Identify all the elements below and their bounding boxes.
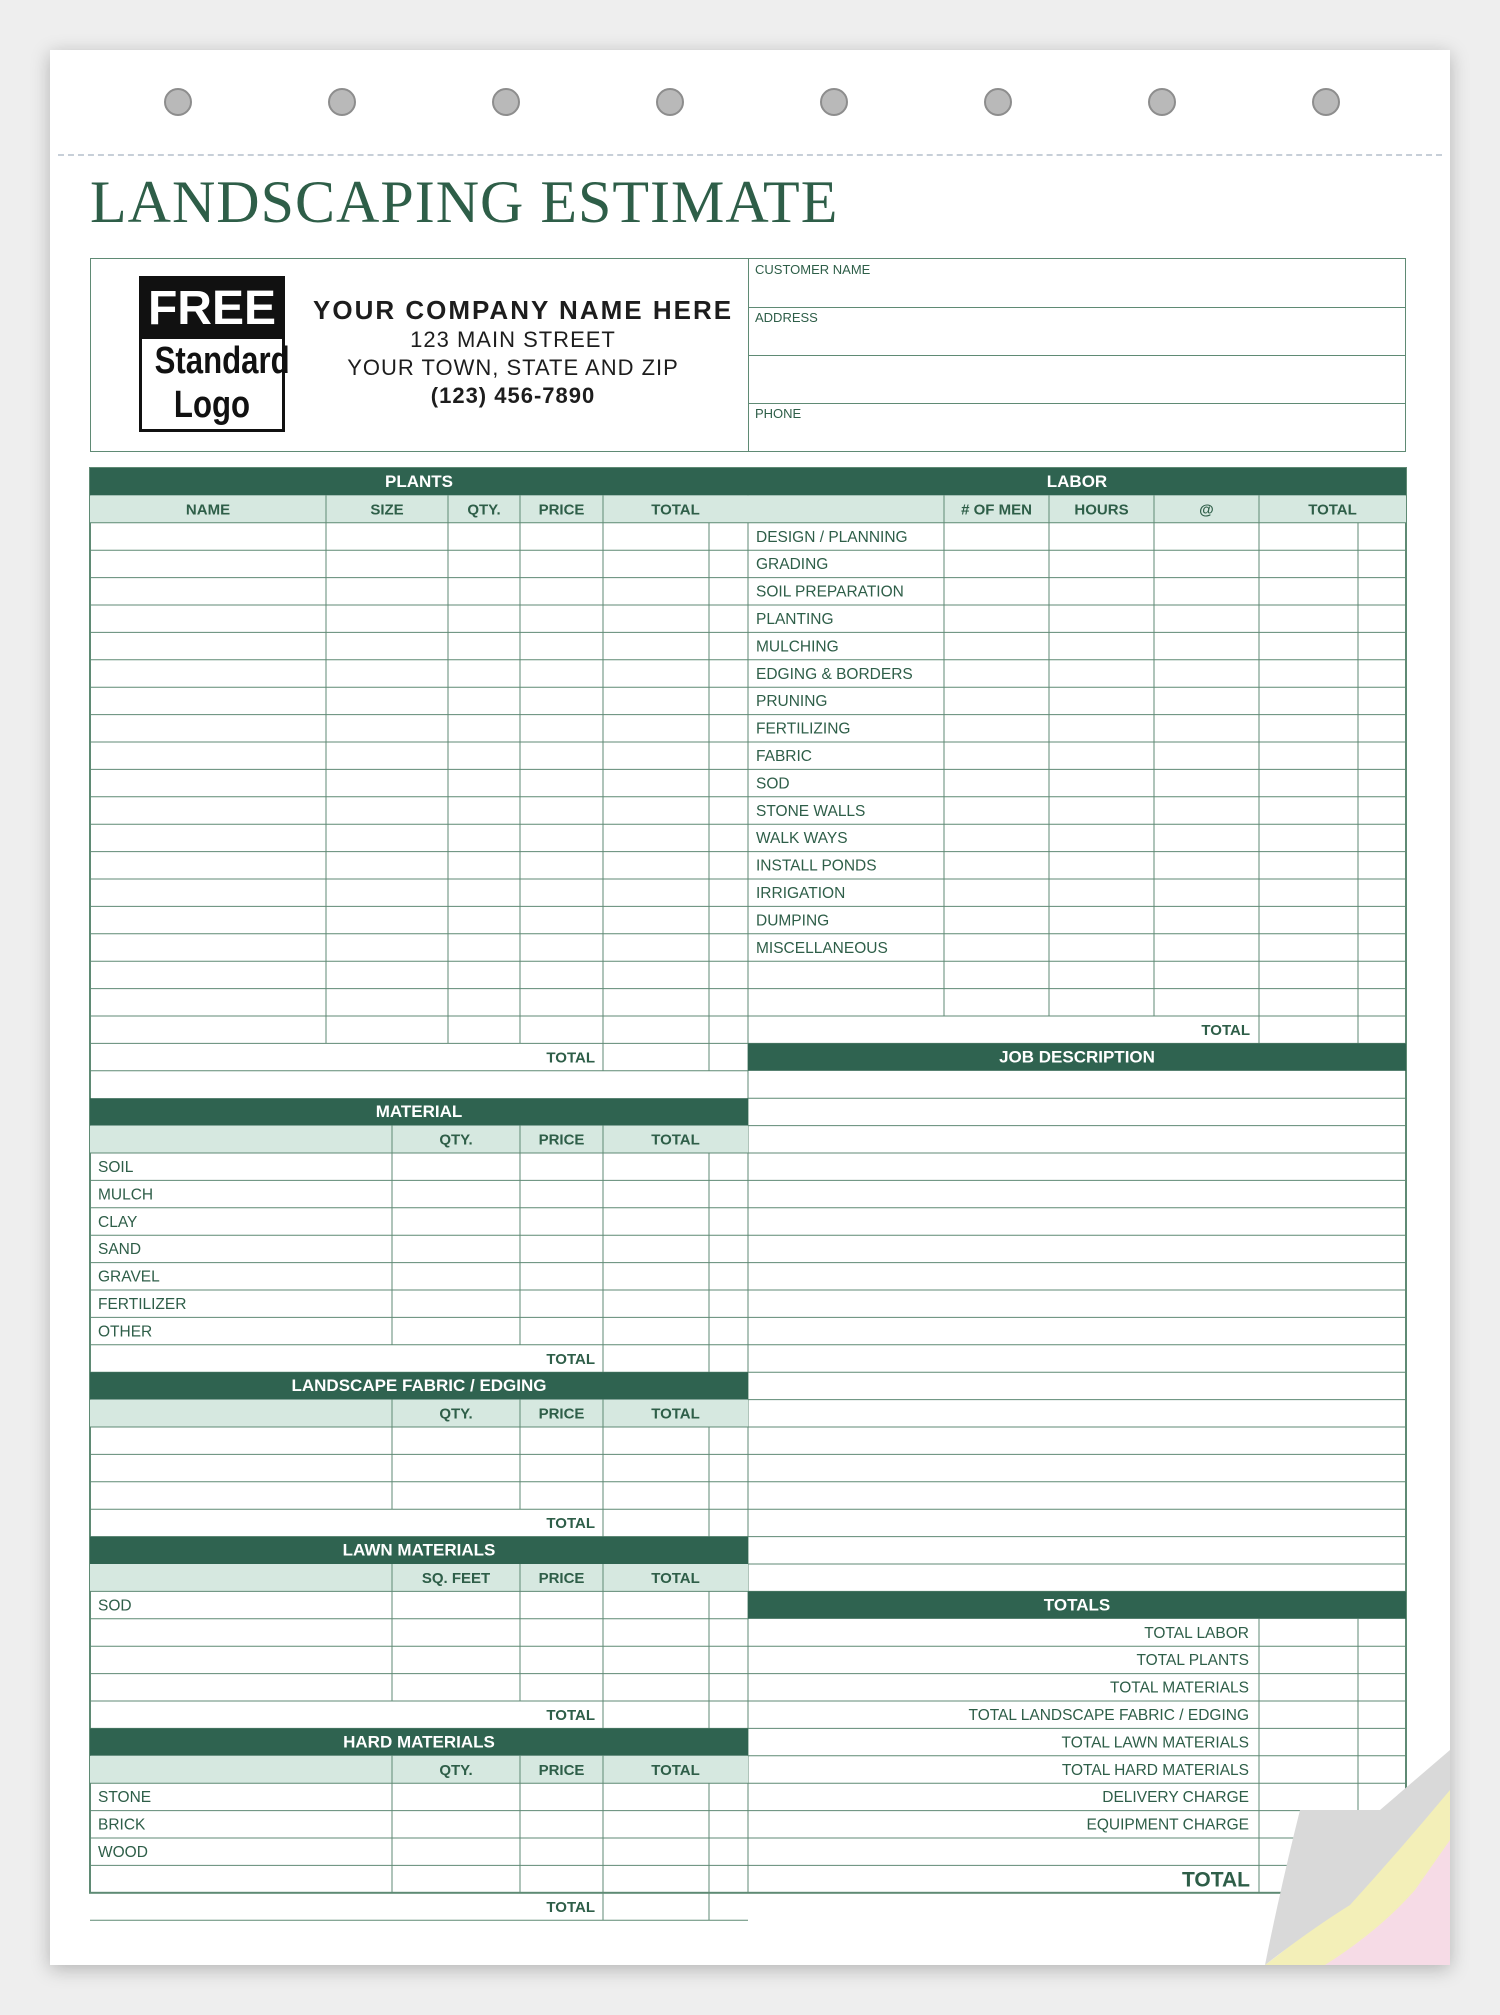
labor-column-label: # OF MEN <box>961 501 1032 519</box>
hard-column-label: PRICE <box>538 1761 585 1779</box>
labor-column-label: @ <box>1199 501 1214 519</box>
material-total-label: TOTAL <box>546 1350 595 1368</box>
labor-item-label: DUMPING <box>756 912 830 930</box>
labor-column-label: TOTAL <box>1308 501 1357 519</box>
hard-title: HARD MATERIALS <box>343 1732 495 1752</box>
estimate-form-sheet <box>50 50 1450 1965</box>
phone-label: PHONE <box>755 406 802 421</box>
lawn-column-label: SQ. FEET <box>421 1570 491 1587</box>
labor-title: LABOR <box>1046 472 1108 491</box>
material-item-label: SAND <box>98 1241 142 1259</box>
material-item-label: SOIL <box>98 1159 134 1176</box>
form-title: LANDSCAPING ESTIMATE <box>90 169 839 235</box>
hard-item-label: WOOD <box>98 1844 148 1861</box>
totals-item-label: TOTAL LANDSCAPE FABRIC / EDGING <box>968 1707 1249 1724</box>
totals-item-label: EQUIPMENT CHARGE <box>1086 1816 1249 1834</box>
material-item-label: MULCH <box>98 1186 154 1204</box>
totals-item-label: TOTAL LABOR <box>1144 1624 1249 1642</box>
labor-item-label: INSTALL PONDS <box>756 857 877 875</box>
company-street: 123 MAIN STREET <box>410 327 616 352</box>
labor-item-label: FERTILIZING <box>756 720 851 738</box>
labor-item-label: IRRIGATION <box>756 885 846 902</box>
labor-item-label: FABRIC <box>756 748 812 765</box>
hard-column-label: TOTAL <box>651 1761 700 1779</box>
hard-total-label: TOTAL <box>546 1898 595 1916</box>
plants-column-label: PRICE <box>538 501 585 519</box>
totals-item-label: TOTAL PLANTS <box>1136 1652 1249 1670</box>
lawn-column-label: TOTAL <box>651 1570 700 1587</box>
labor-item-label: SOIL PREPARATION <box>756 583 904 601</box>
totals-item-label: TOTAL MATERIALS <box>1110 1679 1249 1697</box>
labor-item-label: SOD <box>756 775 790 793</box>
totals-item-label: TOTAL LAWN MATERIALS <box>1061 1734 1249 1752</box>
material-column-label: TOTAL <box>651 1131 700 1149</box>
address-label: ADDRESS <box>755 310 818 325</box>
lawn-item-label: SOD <box>98 1597 132 1615</box>
job-description-title: JOB DESCRIPTION <box>999 1047 1155 1067</box>
material-item-label: FERTILIZER <box>98 1296 187 1313</box>
fabric-column-label: QTY. <box>439 1405 473 1423</box>
fabric-column-header <box>90 1400 748 1427</box>
labor-total-label: TOTAL <box>1201 1022 1250 1039</box>
plants-column-label: TOTAL <box>651 501 700 519</box>
form-grid <box>50 50 1450 1965</box>
lawn-column-header <box>90 1564 748 1591</box>
material-title: MATERIAL <box>375 1102 463 1122</box>
material-column-header <box>90 1126 748 1153</box>
lawn-title: LAWN MATERIALS <box>342 1540 496 1560</box>
hard-item-label: STONE <box>98 1789 152 1807</box>
fabric-title: LANDSCAPE FABRIC / EDGING <box>291 1376 547 1396</box>
customer-name-label: CUSTOMER NAME <box>755 262 871 277</box>
labor-column-label: HOURS <box>1074 501 1129 519</box>
material-column-label: PRICE <box>538 1131 585 1149</box>
plants-column-label: NAME <box>185 501 231 519</box>
material-column-label: QTY. <box>439 1131 473 1149</box>
lawn-total-label: TOTAL <box>546 1707 595 1724</box>
company-city: YOUR TOWN, STATE AND ZIP <box>347 355 679 380</box>
labor-item-label: GRADING <box>756 556 829 574</box>
labor-item-label: MULCHING <box>756 638 839 656</box>
logo-free-text: FREE <box>142 279 282 339</box>
labor-item-label: STONE WALLS <box>756 802 866 820</box>
plants-total-label: TOTAL <box>546 1049 595 1067</box>
totals-item-label: TOTAL HARD MATERIALS <box>1061 1761 1249 1779</box>
logo-line-logo: Logo <box>173 384 251 426</box>
material-item-label: CLAY <box>98 1213 138 1231</box>
hard-column-header <box>90 1756 748 1783</box>
plants-title: PLANTS <box>385 472 453 491</box>
material-item-label: GRAVEL <box>98 1268 160 1286</box>
lawn-column-label: PRICE <box>538 1570 585 1587</box>
fabric-column-label: TOTAL <box>651 1405 700 1423</box>
hard-column-label: QTY. <box>439 1761 473 1779</box>
plants-column-label: SIZE <box>370 501 404 519</box>
grand-total-label: TOTAL <box>1181 1868 1250 1892</box>
fabric-total-label: TOTAL <box>546 1515 595 1533</box>
plants-column-label: QTY. <box>467 501 501 519</box>
labor-item-label: PLANTING <box>756 611 834 628</box>
hard-item-label: BRICK <box>98 1816 146 1834</box>
labor-item-label: WALK WAYS <box>756 830 848 848</box>
labor-item-label: PRUNING <box>756 693 828 711</box>
labor-item-label: MISCELLANEOUS <box>756 939 888 957</box>
labor-item-label: EDGING & BORDERS <box>756 665 913 683</box>
totals-title: TOTALS <box>1043 1595 1111 1615</box>
labor-item-label: DESIGN / PLANNING <box>756 528 908 546</box>
logo-line-standard: Standard <box>154 340 290 382</box>
totals-item-label: DELIVERY CHARGE <box>1102 1789 1249 1807</box>
material-item-label: OTHER <box>98 1323 153 1341</box>
company-name: YOUR COMPANY NAME HERE <box>313 295 734 325</box>
fabric-column-label: PRICE <box>538 1405 585 1423</box>
company-phone: (123) 456-7890 <box>430 383 596 408</box>
